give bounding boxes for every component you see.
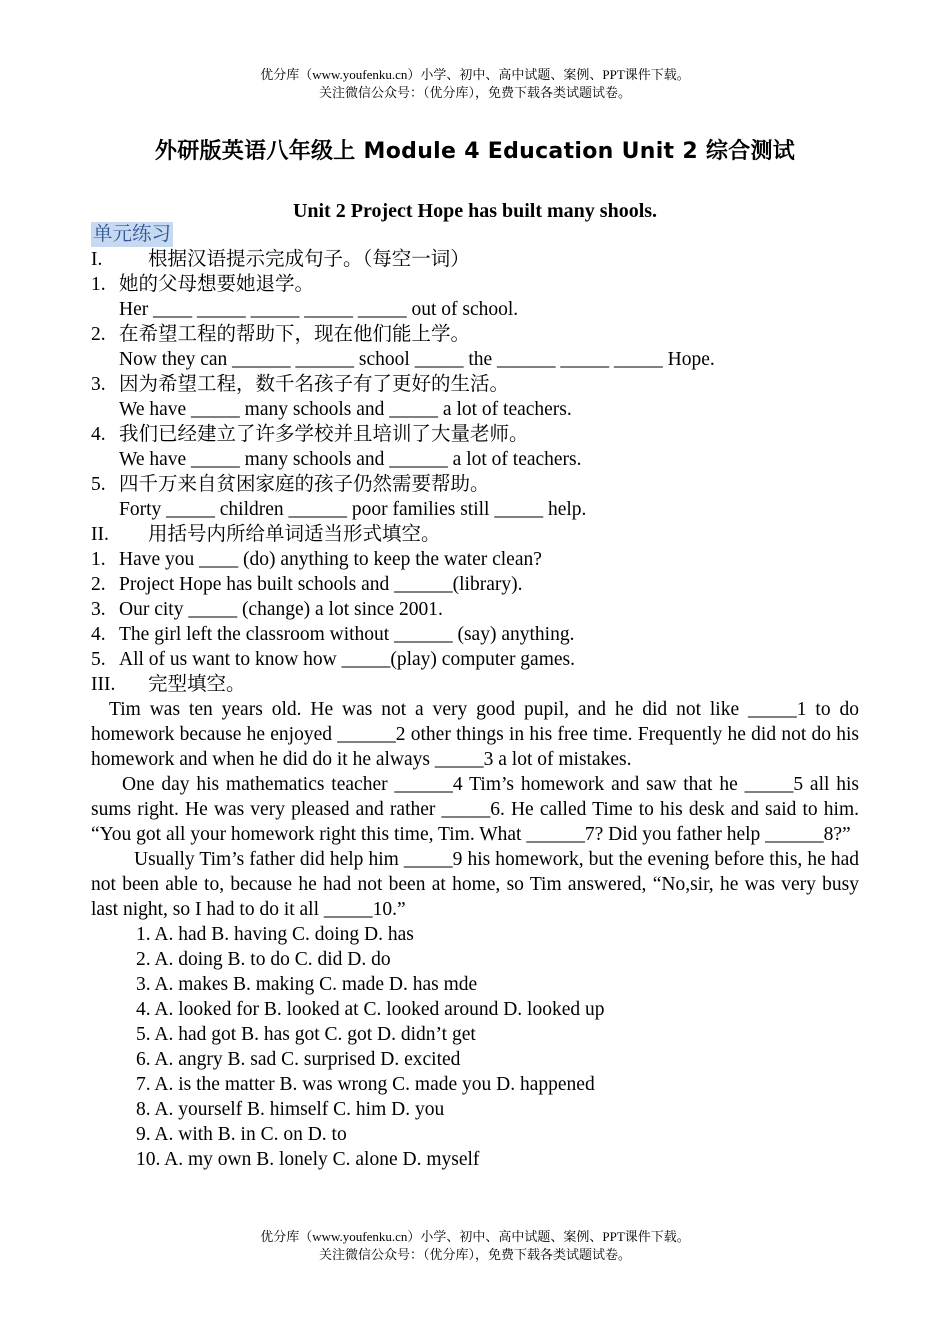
unit-subtitle: Unit 2 Project Hope has built many shools. (292, 200, 658, 222)
option-line: 5. A. had got B. has got C. got D. didn’t get (136, 1024, 476, 1045)
option-line: 4. A. looked for B. looked at C. looked around D. looked up (136, 999, 605, 1020)
option-line: 8. A. yourself B. himself C. him D. you (136, 1099, 445, 1120)
question-number: 1. (91, 549, 106, 570)
option-line: 2. A. doing B. to do C. did D. do (136, 949, 391, 970)
section-number: II. (91, 524, 109, 545)
english-sentence: Now they can ______ ______ school _____ the ______ _____ _____ Hope. (119, 349, 715, 370)
english-sentence: Forty _____ children ______ poor families still _____ help. (119, 499, 587, 520)
chinese-prompt: 在希望工程的帮助下，现在他们能上学。 (119, 324, 471, 345)
question-number: 2. (91, 574, 106, 595)
document-title: 外研版英语八年级上 Module 4 Education Unit 2 综合测试 (154, 139, 796, 164)
question-number: 4. (91, 424, 106, 445)
question-item (91, 422, 859, 472)
question-text: All of us want to know how _____(play) computer games. (119, 649, 576, 670)
question-item (91, 472, 859, 522)
cloze-options (91, 922, 859, 1172)
header-line-2: 关注微信公众号：（优分库），免费下载各类试题试卷。 (318, 85, 631, 100)
footer-line-2: 关注微信公众号：（优分库），免费下载各类试题试卷。 (318, 1247, 631, 1262)
footer-line-1: 优分库（www.youfenku.cn）小学、初中、高中试题、案例、PPT课件下载。 (260, 1229, 690, 1244)
option-line: 1. A. had B. having C. doing D. has (136, 924, 414, 945)
section-title: 根据汉语提示完成句子。（每空一词） (148, 249, 470, 270)
question-text: Our city _____ (change) a lot since 2001. (119, 599, 443, 620)
page-header (0, 66, 950, 102)
unit-practice-tag: 单元练习 (93, 224, 172, 245)
cloze-paragraph: Usually Tim’s father did help him _____9 his homework, but the evening before this, he had not been able to, because he had not been at home, so Tim answered, “No,sir, he was very busy last night, so I had to do it all _____10.” (91, 849, 859, 920)
question-text: Project Hope has built schools and ______(library). (119, 574, 523, 595)
question-text: Have you ____ (do) anything to keep the water clean? (119, 549, 542, 570)
question-text: The girl left the classroom without ______ (say) anything. (119, 624, 575, 645)
english-sentence: We have _____ many schools and _____ a lot of teachers. (119, 399, 572, 420)
question-item (91, 647, 859, 672)
question-item (91, 322, 859, 372)
chinese-prompt: 四千万来自贫困家庭的孩子仍然需要帮助。 (119, 474, 490, 495)
section-3-heading (91, 672, 859, 697)
question-number: 1. (91, 274, 106, 295)
question-item (91, 572, 859, 597)
section-number: III. (91, 674, 116, 695)
question-number: 5. (91, 474, 106, 495)
cloze-paragraph: Tim was ten years old. He was not a very good pupil, and he did not like _____1 to do homework because he enjoyed ______2 other things in his free time. Frequently he did not do his homework and when he did do it he always _____3 a lot of mistakes. (91, 699, 859, 770)
section-1-heading (91, 247, 859, 272)
question-number: 4. (91, 624, 106, 645)
option-line: 3. A. makes B. making C. made D. has mde (136, 974, 478, 995)
worksheet-body (91, 222, 859, 1172)
page-footer (0, 1228, 950, 1264)
option-line: 9. A. with B. in C. on D. to (136, 1124, 347, 1145)
chinese-prompt: 她的父母想要她退学。 (119, 274, 315, 295)
section-title: 完型填空。 (148, 674, 246, 695)
question-item (91, 372, 859, 422)
question-item (91, 597, 859, 622)
english-sentence: Her ____ _____ _____ _____ _____ out of school. (119, 299, 519, 320)
question-item (91, 622, 859, 647)
cloze-paragraph: One day his mathematics teacher ______4 Tim’s homework and saw that he _____5 all his sums right. He was very pleased and rather _____6. He called Time to his desk and said to him. “You got all your homework right this time, Tim. What ______7? Did you father help ______8?” (91, 774, 859, 845)
chinese-prompt: 我们已经建立了许多学校并且培训了大量老师。 (119, 424, 529, 445)
option-line: 6. A. angry B. sad C. surprised D. excited (136, 1049, 461, 1070)
question-item (91, 272, 859, 322)
question-number: 3. (91, 374, 106, 395)
section-number: I. (91, 249, 103, 270)
header-line-1: 优分库（www.youfenku.cn）小学、初中、高中试题、案例、PPT课件下载。 (260, 67, 690, 82)
english-sentence: We have _____ many schools and ______ a lot of teachers. (119, 449, 582, 470)
question-number: 3. (91, 599, 106, 620)
question-number: 2. (91, 324, 106, 345)
section-title: 用括号内所给单词适当形式填空。 (148, 524, 441, 545)
option-line: 7. A. is the matter B. was wrong C. made you D. happened (136, 1074, 595, 1095)
section-tag-row (91, 222, 859, 247)
section-2-heading (91, 522, 859, 547)
question-number: 5. (91, 649, 106, 670)
question-item (91, 547, 859, 572)
option-line: 10. A. my own B. lonely C. alone D. myself (136, 1149, 480, 1170)
chinese-prompt: 因为希望工程，数千名孩子有了更好的生活。 (119, 374, 510, 395)
